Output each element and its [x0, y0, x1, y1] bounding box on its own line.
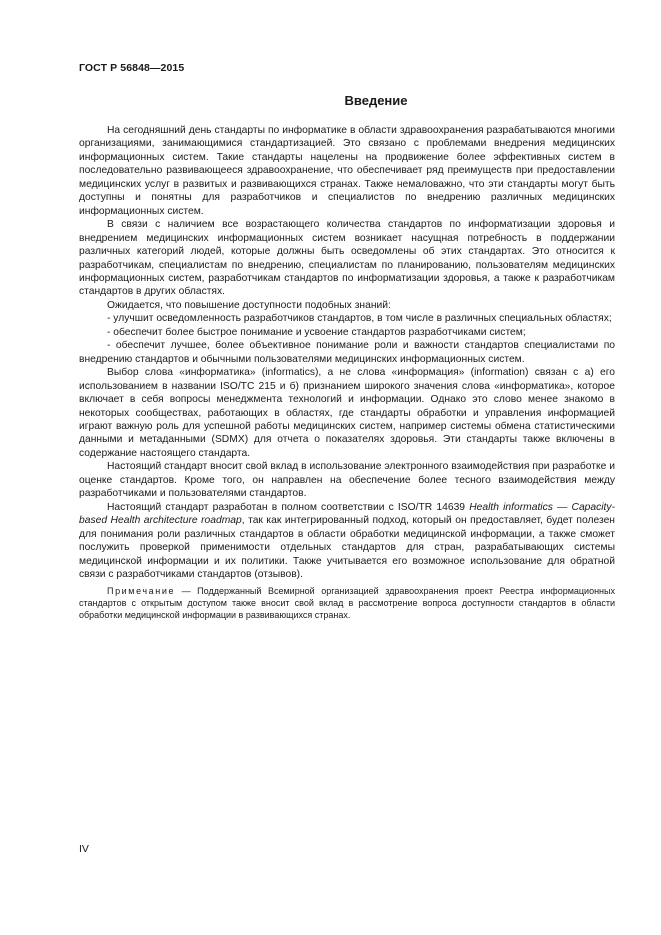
paragraph-informatics: Выбор слова «информатика» (informatics), а не слова «информация» (information) связан с а) его использованием в названии ISO/TC 215 и б) признанием широкого значения слова «информатика», которое включает в себя вопросы менеджмента технологий и информации. Однако это слово менее знакомо в некоторых сообществах, работающих в областях, где стандарты обработки и управления информацией играют важную роль для успешной работы медицинских систем, например системы обмена статистическими данными и метаданными (SDMX) для отчета о показателях здоровья. Эти стандарты также включены в содержание настоящего стандарта.	[79, 367, 615, 459]
document-body	[79, 124, 615, 621]
page-number: IV	[79, 843, 89, 855]
standard-header: ГОСТ Р 56848—2015	[79, 62, 185, 74]
iso-document-title: Health informatics — Capacity-based Health architecture roadmap	[79, 501, 615, 527]
paragraph-need: В связи с наличием все возрастающего количества стандартов по информатизации здоровья и внедрением медицинских информационных систем возникает насущная потребность в поддержании различных категорий людей, которые должны быть осведомлены об этих стандартах. Это относится к разработчикам, специалистам по внедрению, специалистам по планированию, пользователям медицинских информационных систем, разработчикам стандартов по информатизации здоровья, а также к разработчикам стандартов в других областях.	[79, 219, 615, 298]
note-label: Примечание	[107, 586, 176, 597]
note-text: — Поддержанный Всемирной организацией здравоохранения проект Реестра информационных стандартов с открытым доступом также вносит свой вклад в рассмотрение вопроса доступности стандартов в области обработки медицинской информации в развивающихся странах.	[79, 586, 615, 621]
paragraph-expectation: Ожидается, что повышение доступности подобных знаний:	[107, 299, 391, 311]
paragraph-intro: На сегодняшний день стандарты по информатике в области здравоохранения разрабатываются многими организациями, занимающимися стандартизацией. Это связано с проблемами внедрения медицинских информационных систем. Такие стандарты нацелены на продвижение более эффективных систем в последовательно развивающееся здравоохранение, что обеспечивает ряд преимуществ при предоставлении медицинских услуг в развитых и развивающихся странах. Также немаловажно, что эти стандарты могут быть доступны и понятны для разработчиков и специалистов по внедрению различных медицинских информационных систем.	[79, 125, 615, 217]
list-item-understanding: - обеспечит более быстрое понимание и усвоение стандартов разработчиками систем;	[107, 326, 526, 338]
paragraph-iso	[79, 501, 615, 582]
section-title: Введение	[344, 93, 408, 108]
iso-text-after: , так как интегрированный подход, который он предоставляет, будет полезен для понимания роли различных стандартов в области обработки медицинской информации, а также сможет послужить проверкой применимости отдельных стандартов для стран, разрабатывающих системы медицинской информации и их политики. Также учитывается его возможное использование для обратной связи с разработчиками стандартов (отзывов).	[79, 515, 615, 580]
note	[79, 585, 615, 621]
iso-text-before: Настоящий стандарт разработан в полном соответствии с ISO/TR 14639	[107, 501, 470, 513]
paragraph-contribution: Настоящий стандарт вносит свой вклад в использование электронного взаимодействия при разработке и оценке стандартов. Кроме того, он направлен на обеспечение более тесного взаимодействия между разработчиками и пользователями стандартов.	[79, 461, 615, 500]
list-item-role: - обеспечит лучшее, более объективное понимание роли и важности стандартов специалистами по внедрению стандартов и обычными пользователями медицинских информационных систем.	[79, 340, 615, 365]
list-item-awareness: - улучшит осведомленность разработчиков стандартов, в том числе в различных специальных областях;	[107, 313, 612, 325]
